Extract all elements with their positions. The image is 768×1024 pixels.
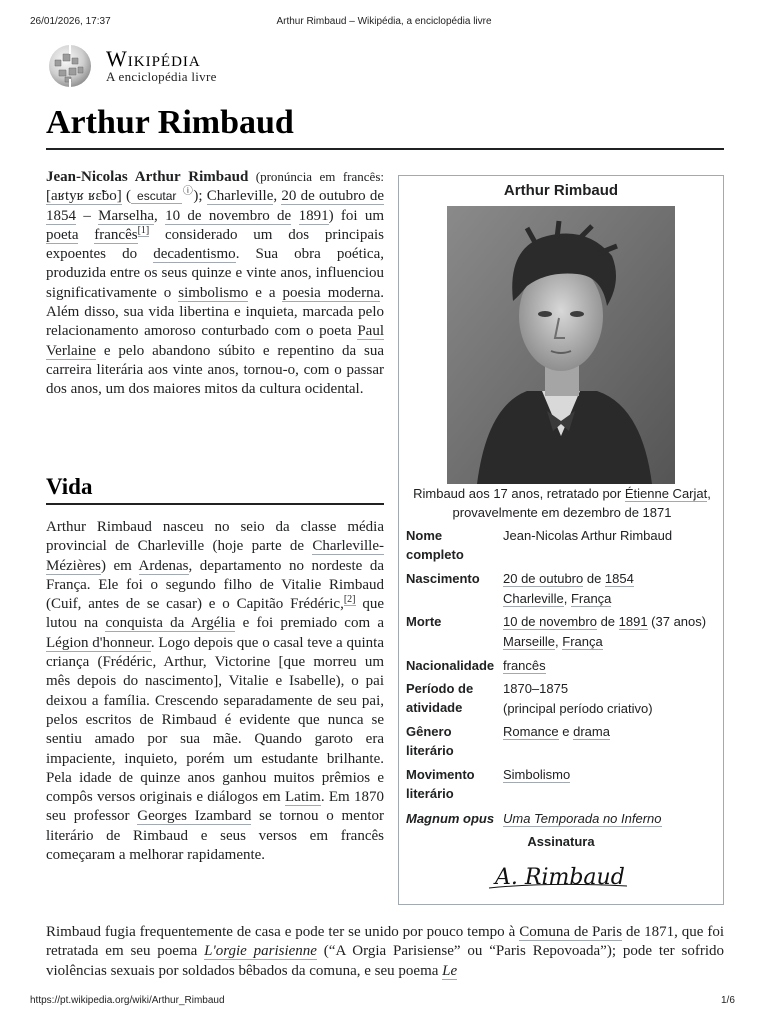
page-title: Arthur Rimbaud bbox=[46, 104, 294, 141]
link-temporada-inferno[interactable]: Uma Temporada no Inferno bbox=[503, 811, 662, 826]
link-simbolismo[interactable]: simbolismo bbox=[178, 284, 249, 301]
link-romance[interactable]: Romance bbox=[503, 724, 559, 739]
link-orgie-parisienne[interactable]: L'orgie parisienne bbox=[204, 943, 317, 960]
link-nasc-year[interactable]: 1854 bbox=[604, 571, 634, 586]
link-morte-city[interactable]: Marseille bbox=[503, 634, 556, 649]
print-url: https://pt.wikipedia.org/wiki/Arthur_Rimbaud bbox=[30, 995, 225, 1006]
link-poesia-moderna[interactable]: poesia moderna bbox=[282, 284, 381, 301]
link-marselha[interactable]: Marselha bbox=[98, 207, 154, 224]
link-izambard[interactable]: Georges Izambard bbox=[137, 808, 252, 825]
info-icon[interactable]: ⓘ bbox=[182, 186, 194, 198]
link-year-death[interactable]: 1891 bbox=[298, 207, 329, 224]
link-simbolismo-infobox[interactable]: Simbolismo bbox=[503, 767, 571, 782]
lead-paragraph: Jean-Nicolas Arthur Rimbaud (pronúncia em francês: [aʁtyʁ ʁɛ̃bo] ( escutar ⓘ); Charleville, 20 de outubro de 1854 – Marselha, 10 de novembro de 1891) foi um poeta francês[1] considerado um dos principais expoentes do decadentismo. Sua obra poética, produzida entre os seus quinze e vinte anos, influenciou significativamente o simbolismo e a poesia moderna. Além disso, sua vida libertina e inquieta, marcada pelo relacionamento amoroso conturbado com o poeta Paul Verlaine e pelo abandono súbito e repentino da sua carreira literária aos vinte anos, tornou-o, com o passar dos anos, um dos maiores mitos da cultura ocidental. bbox=[46, 169, 385, 398]
link-drama[interactable]: drama bbox=[573, 724, 610, 739]
section-divider bbox=[46, 503, 384, 505]
ipa-link[interactable]: [aʁtyʁ ʁɛ̃bo] bbox=[46, 188, 122, 205]
signature-heading: Assinatura bbox=[527, 834, 595, 849]
link-poeta[interactable]: poeta bbox=[46, 226, 79, 243]
link-date-birth[interactable]: 20 de outubro de bbox=[281, 188, 385, 205]
link-carjat[interactable]: Étienne Carjat bbox=[624, 486, 708, 501]
ref-2[interactable]: [2] bbox=[343, 594, 356, 606]
ref-1[interactable]: [1] bbox=[137, 224, 150, 236]
link-year-birth[interactable]: 1854 bbox=[46, 207, 76, 224]
link-date-death[interactable]: 10 de novembro de bbox=[165, 207, 292, 224]
link-morte-date[interactable]: 10 de novembro bbox=[503, 614, 597, 629]
print-page-title: Arthur Rimbaud – Wikipédia, a enciclopédia livre bbox=[276, 16, 492, 27]
infobox: Arthur Rimbaud Rimbaud aos 17 anos, retratado por Étienne Carjat, provavelmente em dezembro de 1871 Nome completo Jean-Nicolas Arthur Rimbaud Nascimento 20 de outubro de 1854 Charleville, França Morte 10 de novembro de 1891 (37 anos) Marseille, França Nacionalidade francês Período de atividade 1870–1875 (principal período criativo) Gênero literário Romance e drama Movimento literário Simbolismo Magnum opus Uma Temporada no Inferno Assinatura A. Rimbaud bbox=[398, 175, 724, 905]
link-latim[interactable]: Latim bbox=[285, 789, 321, 806]
svg-text:A. Rimbaud: A. Rimbaud bbox=[495, 865, 625, 890]
lead-name: Jean-Nicolas Arthur Rimbaud bbox=[46, 169, 249, 185]
link-charleville[interactable]: Charleville bbox=[206, 188, 274, 205]
listen-link[interactable]: escutar bbox=[131, 189, 182, 204]
link-morte-country[interactable]: França bbox=[562, 634, 603, 649]
vida-paragraph-1: Arthur Rimbaud nasceu no seio da classe média provincial de Charleville (hoje parte de Charleville-Mézières) em Ardenas, departamento no nordeste da França. Ele foi o segundo filho de Vitalie Rimbaud (Cuif, antes de se casar) e o Capitão Frédéric,[2] que lutou na conquista da Argélia e foi premiado com a Légion d'honneur. Logo depois que o casal teve a quinta criança (Frédéric, Arthur, Victorine [que morreu um mês depois do nascimento], Vitalie e Isabelle), o pai deixou a família. Crescendo separadamente de seu pai, pelos escritos de Rimbaud é evidente que nunca se sentiu amado por sua mãe. Quando garoto era impaciente, inquieto, porém um estudante brilhante. Pela idade de quinze anos ganhou muitos prêmios e compôs versos originais e diálogos em Latim. Em 1870 seu professor Georges Izambard se tornou o mentor literário de Rimbaud e seus versos em francês começaram a melhorar rapidamente. bbox=[46, 519, 385, 864]
signature-image bbox=[487, 858, 637, 894]
link-morte-year[interactable]: 1891 bbox=[618, 614, 648, 629]
portrait-photo[interactable] bbox=[447, 206, 675, 484]
link-verlaine[interactable]: Paul Verlaine bbox=[46, 323, 384, 359]
print-datetime: 26/01/2026, 17:37 bbox=[30, 16, 111, 27]
link-conquista-argelia[interactable]: conquista da Argélia bbox=[105, 615, 236, 632]
link-legion-honneur[interactable]: Légion d'honneur bbox=[46, 634, 151, 651]
link-charleville-mezieres[interactable]: Charleville-Mézières bbox=[46, 538, 384, 574]
link-nasc-date[interactable]: 20 de outubro bbox=[503, 571, 584, 586]
site-tagline: A enciclopédia livre bbox=[106, 69, 217, 84]
section-title-vida: Vida bbox=[46, 474, 93, 499]
photo-caption: Rimbaud aos 17 anos, retratado por Étienne Carjat, provavelmente em dezembro de 1871 bbox=[413, 486, 711, 520]
title-divider bbox=[46, 148, 724, 150]
link-decadentismo[interactable]: decadentismo bbox=[153, 246, 236, 263]
link-le[interactable]: Le bbox=[442, 962, 458, 979]
site-wordmark[interactable]: Wikipédia bbox=[106, 46, 201, 71]
link-nasc-country[interactable]: França bbox=[570, 591, 612, 606]
link-nacionalidade[interactable]: francês bbox=[503, 658, 546, 673]
infobox-title: Arthur Rimbaud bbox=[503, 182, 619, 199]
link-ardenas[interactable]: Ardenas bbox=[138, 557, 189, 574]
link-frances[interactable]: francês bbox=[94, 226, 138, 243]
wikipedia-globe-icon[interactable] bbox=[45, 42, 95, 88]
vida-paragraph-2: Rimbaud fugia frequentemente de casa e pode ter se unido por pouco tempo à Comuna de Paris de 1871, que foi retratada em seu poema L'orgie parisienne (“A Orgia Parisiense” ou “Paris Repovoada”); pode ter sofrido violências sexuais por soldados bêbados da comuna, e seu poema Le bbox=[46, 924, 724, 979]
link-comuna-paris[interactable]: Comuna de Paris bbox=[519, 924, 623, 940]
print-page-number: 1/6 bbox=[721, 995, 735, 1006]
link-nasc-city[interactable]: Charleville bbox=[503, 591, 564, 606]
